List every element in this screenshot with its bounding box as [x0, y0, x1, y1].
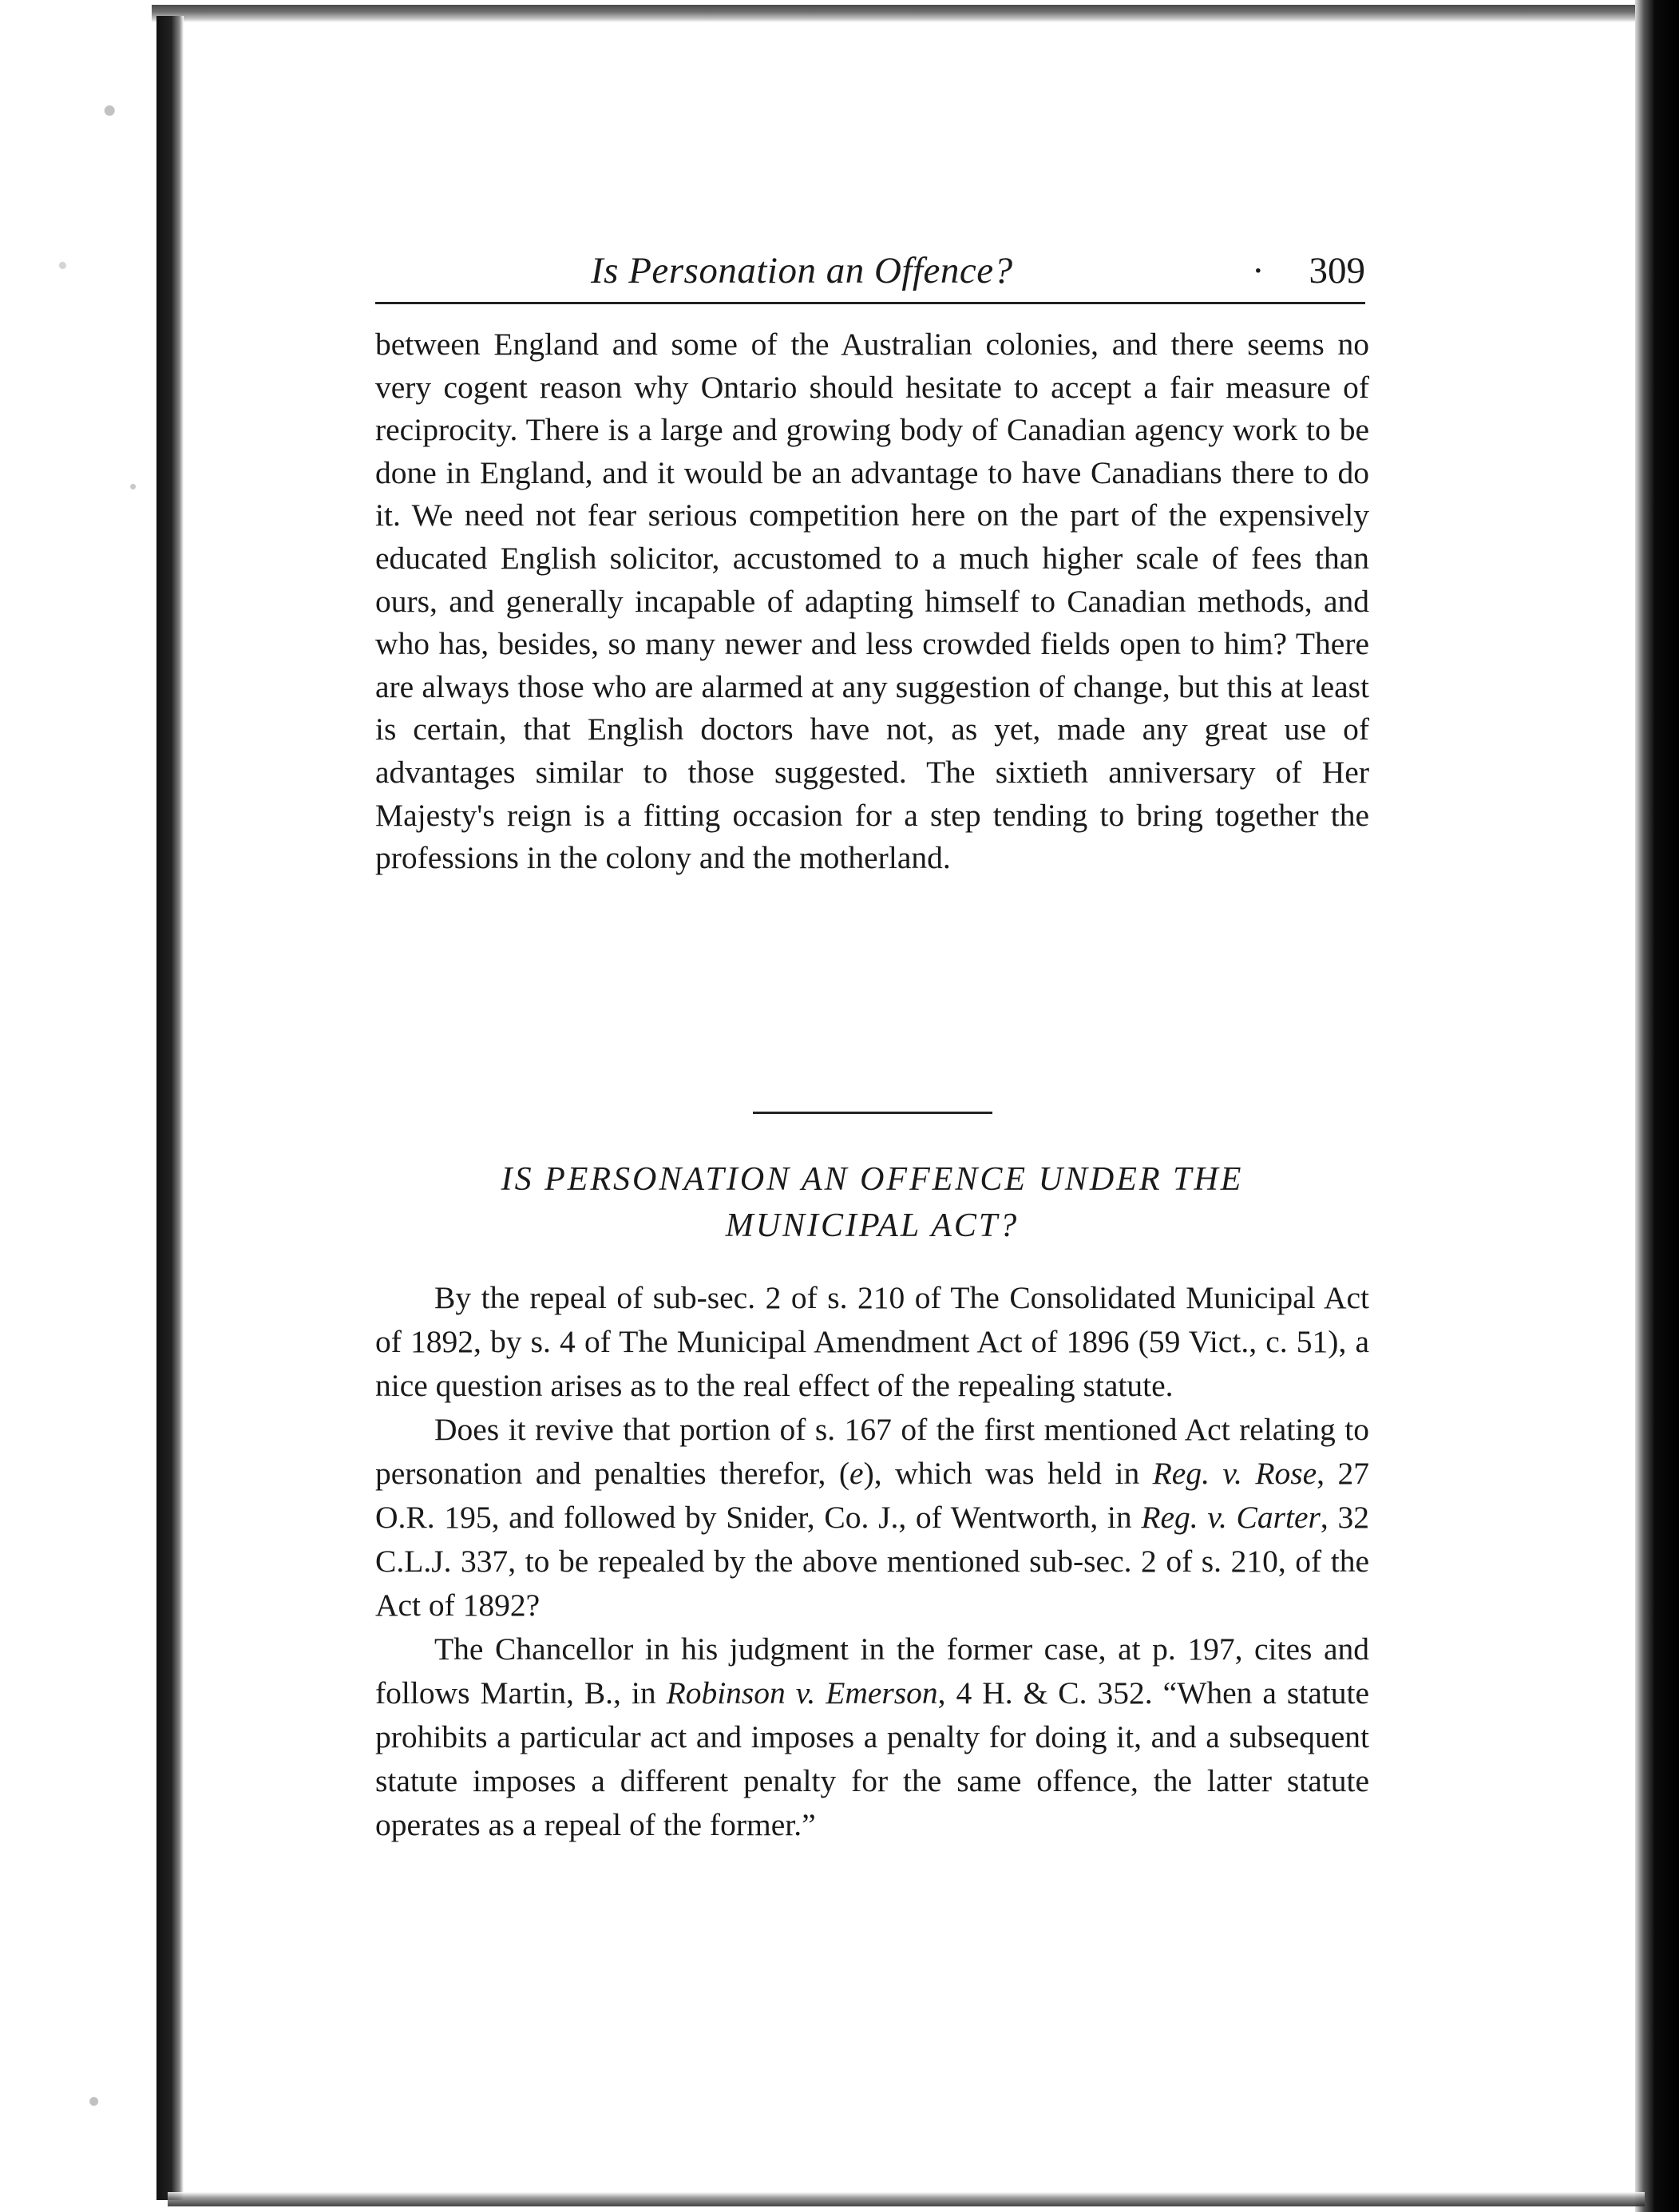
scan-margin-left [0, 0, 156, 2212]
running-title: Is Personation an Offence? [591, 250, 1013, 291]
scan-border-left [156, 16, 184, 2200]
continued-paragraph-block [375, 323, 1369, 880]
running-header [375, 249, 1365, 299]
p2-text-a: Does it revive that portion of s. 167 of the first mentioned Act relating to personation and penalties therefor, ( [375, 1412, 1369, 1491]
article-paragraph-2 [375, 1408, 1369, 1627]
scan-border-top [152, 5, 1653, 22]
page-number: 309 [1309, 250, 1365, 291]
article-paragraph-3 [375, 1627, 1369, 1847]
article-paragraph-1: By the repeal of sub-sec. 2 of s. 210 of The Consolidated Municipal Act of 1892, by s. 4 of The Municipal Amendment Act of 1896 (59 Vict., c. 51), a nice question arises as to the real effect of the repealing statute. [375, 1280, 1369, 1403]
section-heading-line-2: MUNICIPAL ACT? [725, 1207, 1020, 1244]
article-body [375, 1276, 1369, 1847]
p2-footnote-e: e [849, 1456, 864, 1491]
section-divider [753, 1112, 992, 1114]
p3-text-b: , 4 H. & C. 352. “When a statute prohibits a particular act and imposes a penalty for doing it, and a subsequent statute imposes a different penalty for the same offence, the latter statute operates as a repeal of the former.” [375, 1675, 1369, 1842]
p3-text-a: The Chancellor in his judgment in the former case, at p. 197, cites and follows Martin, B., in [375, 1631, 1369, 1711]
header-rule [375, 302, 1365, 304]
scan-border-bottom [168, 2192, 1645, 2206]
case-citation-robinson: Robinson v. Emerson [666, 1675, 938, 1711]
p2-text-d: , 32 C.L.J. 337, to be repealed by the above mentioned sub-sec. 2 of s. 210, of the Act of 1892? [375, 1500, 1370, 1623]
section-heading [375, 1156, 1369, 1249]
continued-paragraph: between England and some of the Australian colonies, and there seems no very cogent reason why Ontario should hesitate to accept a fair measure of reciprocity. There is a large and growing body of Canadian agency work to be done in England, and it would be an advantage to have Canadians there to do it. We need not fear serious competition here on the part of the expensively educated English solicitor, accustomed to a much higher scale of fees than ours, and generally incapable of adapting himself to Canadian methods, and who has, besides, so many newer and less crowded fields open to him? There are always those who are alarmed at any suggestion of change, but this at least is certain, that English doctors have not, as yet, made any great use of advantages similar to those suggested. The sixtieth anniversary of Her Majesty's reign is a fitting occasion for a step tending to bring together the professions in the colony and the motherland. [375, 327, 1369, 876]
case-citation-rose: Reg. v. Rose [1152, 1456, 1317, 1491]
running-separator: · [1252, 250, 1265, 291]
section-heading-line-1: IS PERSONATION AN OFFENCE UNDER THE [501, 1161, 1244, 1198]
scan-border-right [1635, 0, 1679, 2212]
case-citation-carter: Reg. v. Carter [1141, 1500, 1321, 1535]
p2-text-c: , 27 O.R. 195, and followed by Snider, Co. J., of Wentworth, in [375, 1456, 1369, 1535]
p2-text-b: ), which was held in [863, 1456, 1153, 1491]
